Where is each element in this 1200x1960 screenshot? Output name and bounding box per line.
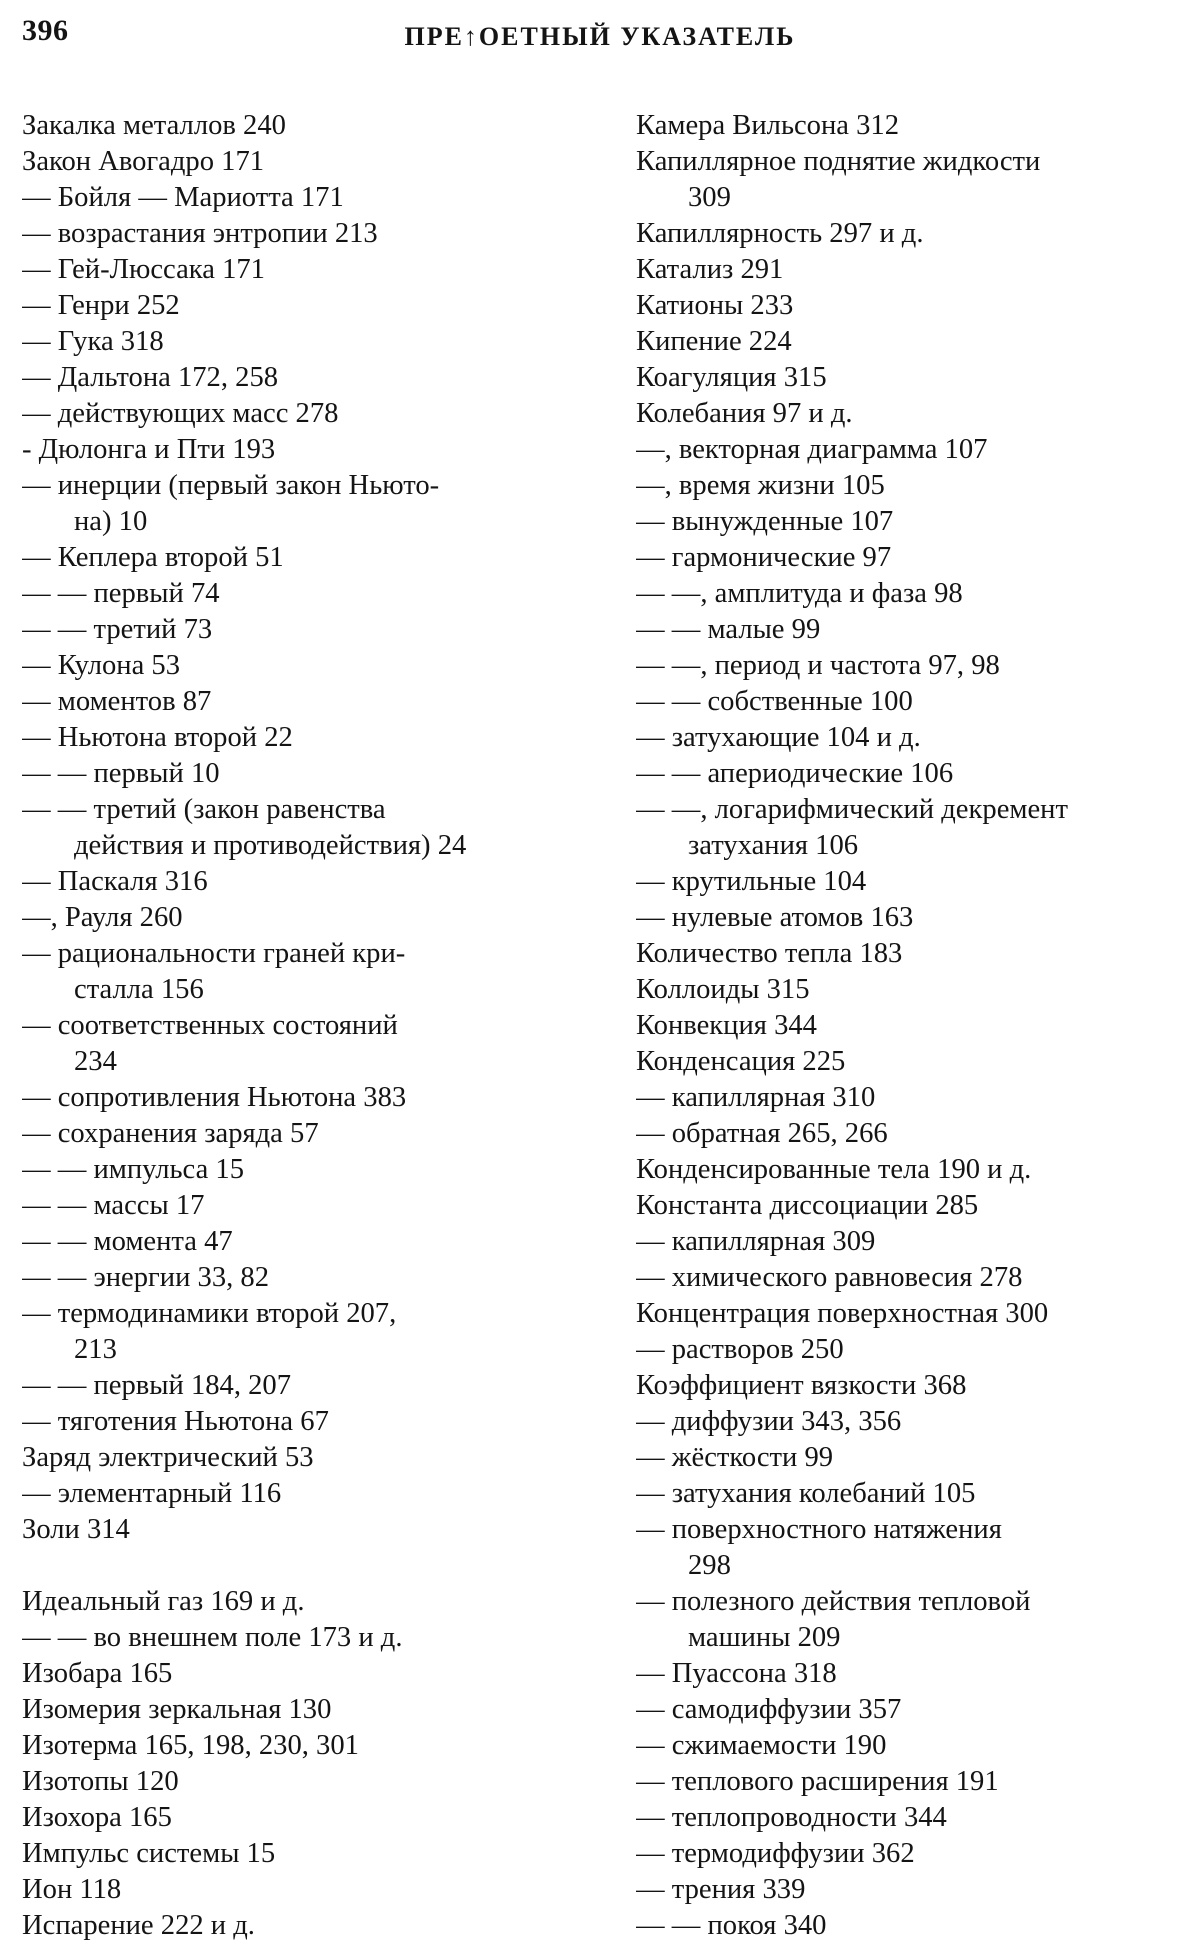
index-entry: —, время жизни 105 <box>636 470 885 501</box>
index-entry: — жёсткости 99 <box>636 1442 834 1473</box>
index-entry: — — во внешнем поле 173 и д. <box>22 1622 403 1653</box>
index-entry: — термодиффузии 362 <box>636 1838 915 1869</box>
index-entry: Изохора 165 <box>22 1802 172 1833</box>
index-entry: Испарение 222 и д. <box>22 1910 255 1941</box>
index-entry: Камера Вильсона 312 <box>636 110 900 141</box>
index-entry: —, векторная диаграмма 107 <box>636 434 988 465</box>
index-entry: — трения 339 <box>636 1874 806 1905</box>
index-entry: — нулевые атомов 163 <box>636 902 914 933</box>
index-entry: — сжимаемости 190 <box>636 1730 887 1761</box>
index-entry: — сопротивления Ньютона 383 <box>22 1082 407 1113</box>
index-entry: Капиллярность 297 и д. <box>636 218 924 249</box>
index-column-left <box>22 108 582 1944</box>
index-entry: — действующих масс 278 <box>22 398 339 429</box>
index-entry: — — импульса 15 <box>22 1154 245 1185</box>
index-entry: — капиллярная 309 <box>636 1226 876 1257</box>
index-spacer <box>22 1548 582 1584</box>
index-entry: - Дюлонга и Пти 193 <box>22 434 276 465</box>
index-entry: — обратная 265, 266 <box>636 1118 888 1149</box>
index-entry: — рациональности граней кри- <box>22 938 406 969</box>
index-entry: — Кеплера второй 51 <box>22 542 284 573</box>
index-entry: — — третий 73 <box>22 614 213 645</box>
index-entry-continuation: на) 10 <box>74 506 148 537</box>
index-entry: — — первый 10 <box>22 758 220 789</box>
index-entry: — теплового расширения 191 <box>636 1766 999 1797</box>
index-entry: Идеальный газ 169 и д. <box>22 1586 305 1617</box>
running-head: ПРЕ↑ОЕТНЫЙ УКАЗАТЕЛЬ <box>404 22 796 51</box>
index-entry: Конденсация 225 <box>636 1046 846 1077</box>
index-entry: — Генри 252 <box>22 290 180 321</box>
index-entry: — возрастания энтропии 213 <box>22 218 378 249</box>
index-entry: Изотопы 120 <box>22 1766 179 1797</box>
page-number: 396 <box>22 14 69 47</box>
index-entry-continuation: сталла 156 <box>74 974 204 1005</box>
index-entry: — — апериодические 106 <box>636 758 954 789</box>
index-entry: — затухания колебаний 105 <box>636 1478 976 1509</box>
index-entry: — Пуассона 318 <box>636 1658 837 1689</box>
index-entry: — — первый 184, 207 <box>22 1370 292 1401</box>
index-entry: — Паскаля 316 <box>22 866 208 897</box>
index-entry: —, Рауля 260 <box>22 902 183 933</box>
index-entry-continuation: машины 209 <box>688 1622 841 1653</box>
index-entry: — Дальтона 172, 258 <box>22 362 279 393</box>
index-entry: — Гука 318 <box>22 326 164 357</box>
index-entry: — капиллярная 310 <box>636 1082 876 1113</box>
index-entry: Заряд электрический 53 <box>22 1442 314 1473</box>
index-entry: — химического равновесия 278 <box>636 1262 1023 1293</box>
index-entry: — вынужденные 107 <box>636 506 894 537</box>
index-entry: Кипение 224 <box>636 326 792 357</box>
index-entry: Импульс системы 15 <box>22 1838 276 1869</box>
index-entry: Колебания 97 и д. <box>636 398 853 429</box>
index-entry: — растворов 250 <box>636 1334 844 1365</box>
index-entry: — моментов 87 <box>22 686 212 717</box>
index-entry: Константа диссоциации 285 <box>636 1190 979 1221</box>
index-entry: — гармонические 97 <box>636 542 892 573</box>
index-entry-continuation: действия и противодействия) 24 <box>74 830 467 861</box>
index-entry: — затухающие 104 и д. <box>636 722 921 753</box>
index-entry: Золи 314 <box>22 1514 130 1545</box>
index-entry: — крутильные 104 <box>636 866 867 897</box>
index-entry: — —, период и частота 97, 98 <box>636 650 1000 681</box>
index-entry: — Гей-Люссака 171 <box>22 254 265 285</box>
index-entry: — — малые 99 <box>636 614 821 645</box>
index-entry: — — покоя 340 <box>636 1910 827 1941</box>
index-entry: Концентрация поверхностная 300 <box>636 1298 1049 1329</box>
index-entry: — полезного действия тепловой <box>636 1586 1031 1617</box>
index-entry: — сохранения заряда 57 <box>22 1118 319 1149</box>
index-entry: Катализ 291 <box>636 254 784 285</box>
index-entry: — — первый 74 <box>22 578 220 609</box>
index-column-right <box>636 108 1196 1944</box>
index-entry: — поверхностного натяжения <box>636 1514 1002 1545</box>
index-entry: Закон Авогадро 171 <box>22 146 265 177</box>
index-entry: — — момента 47 <box>22 1226 233 1257</box>
index-entry: — самодиффузии 357 <box>636 1694 902 1725</box>
index-entry: — — собственные 100 <box>636 686 913 717</box>
index-entry-continuation: 234 <box>74 1046 117 1077</box>
index-entry: Капиллярное поднятие жидкости <box>636 146 1041 177</box>
index-entry: Закалка металлов 240 <box>22 110 286 141</box>
index-entry: — — энергии 33, 82 <box>22 1262 270 1293</box>
index-entry: Изотерма 165, 198, 230, 301 <box>22 1730 359 1761</box>
index-entry: — соответственных состояний <box>22 1010 398 1041</box>
index-entry: — термодинамики второй 207, <box>22 1298 397 1329</box>
index-entry: Конденсированные тела 190 и д. <box>636 1154 1032 1185</box>
index-entry: — тяготения Ньютона 67 <box>22 1406 329 1437</box>
index-entry: Количество тепла 183 <box>636 938 903 969</box>
index-entry: — Ньютона второй 22 <box>22 722 293 753</box>
index-entry: — —, амплитуда и фаза 98 <box>636 578 963 609</box>
index-entry: Изомерия зеркальная 130 <box>22 1694 332 1725</box>
index-entry: — — третий (закон равенства <box>22 794 386 825</box>
index-entry: Ион 118 <box>22 1874 122 1905</box>
index-entry-continuation: 298 <box>688 1550 731 1581</box>
index-entry: — элементарный 116 <box>22 1478 282 1509</box>
index-entry: — теплопроводности 344 <box>636 1802 947 1833</box>
index-entry: Изобара 165 <box>22 1658 173 1689</box>
index-entry: — —, логарифмический декремент <box>636 794 1068 825</box>
index-entry: Коллоиды 315 <box>636 974 810 1005</box>
index-entry-continuation: 213 <box>74 1334 117 1365</box>
index-entry: — инерции (первый закон Ньюто- <box>22 470 440 501</box>
index-entry: — Кулона 53 <box>22 650 181 681</box>
index-entry-continuation: 309 <box>688 182 731 213</box>
index-entry: — диффузии 343, 356 <box>636 1406 902 1437</box>
index-entry: Коагуляция 315 <box>636 362 827 393</box>
index-entry-continuation: затухания 106 <box>688 830 859 861</box>
index-entry: — Бойля — Мариотта 171 <box>22 182 344 213</box>
index-entry: Катионы 233 <box>636 290 794 321</box>
index-entry: — — массы 17 <box>22 1190 205 1221</box>
index-entry: Коэффициент вязкости 368 <box>636 1370 967 1401</box>
index-entry: Конвекция 344 <box>636 1010 817 1041</box>
